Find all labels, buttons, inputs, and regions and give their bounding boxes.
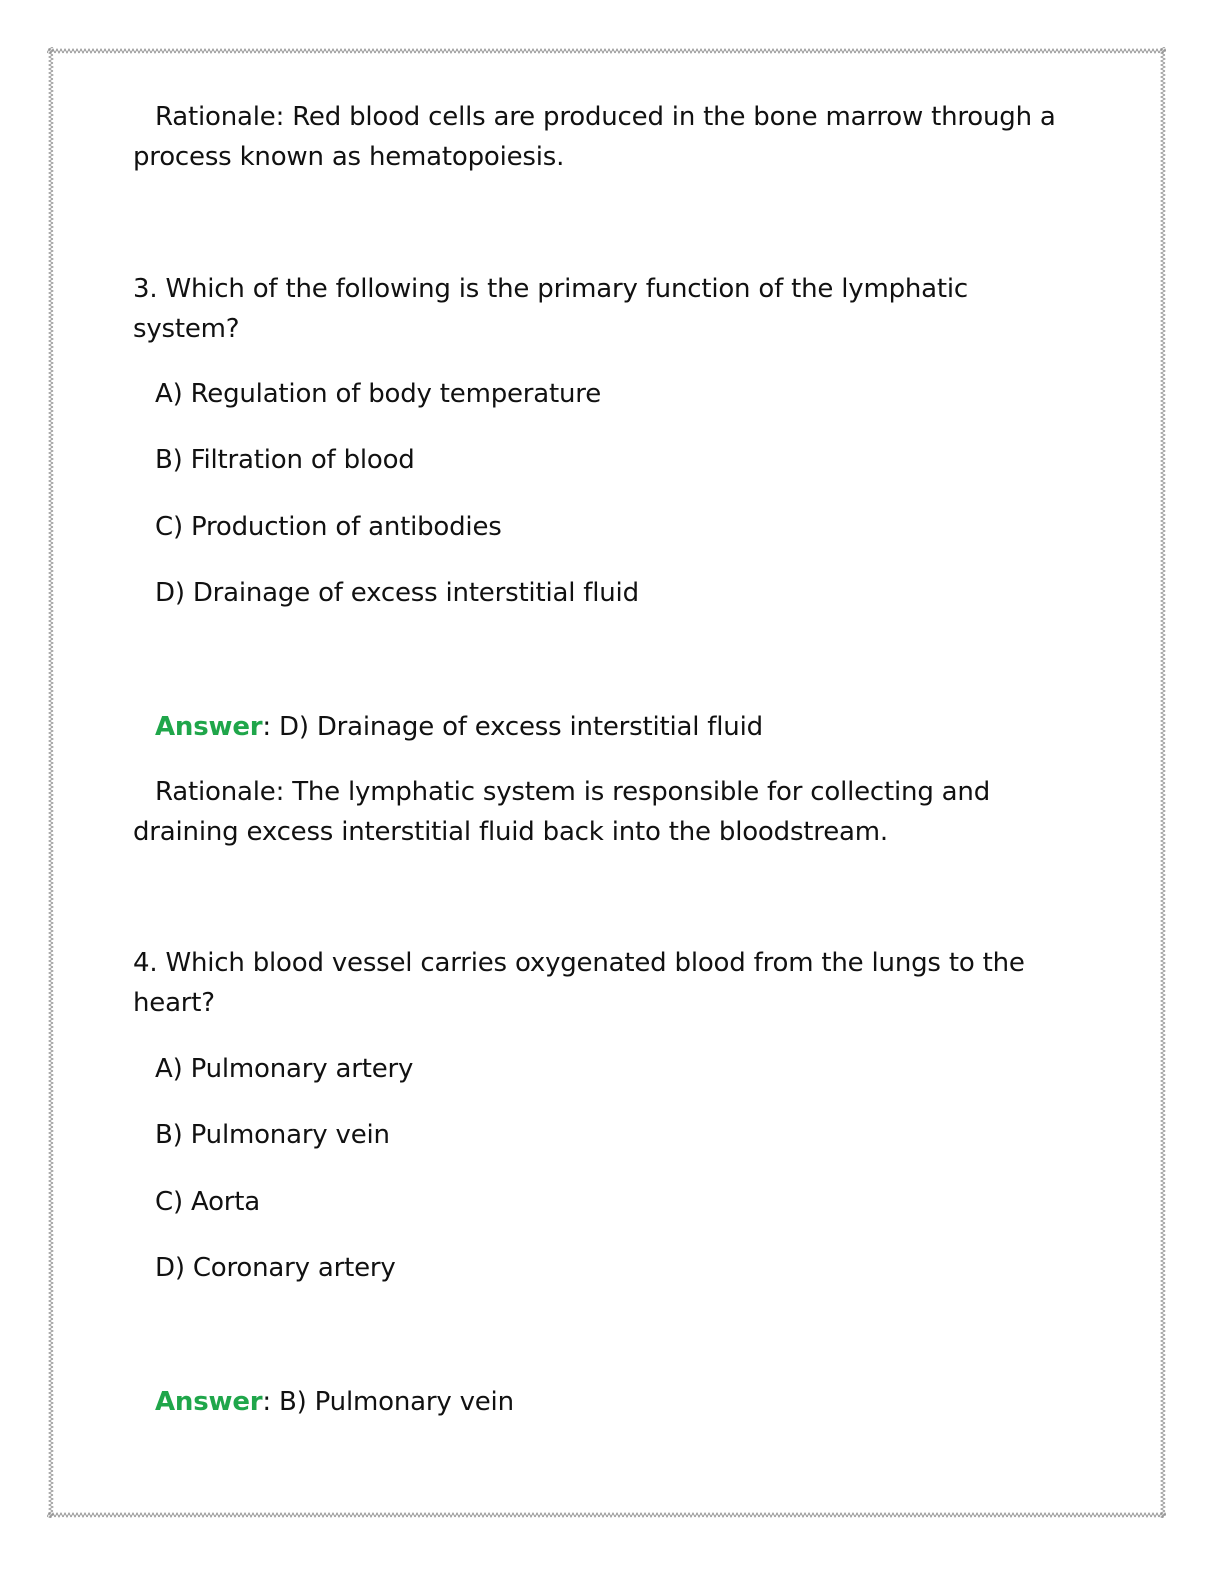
- question-4-option-c: C) Aorta: [155, 1187, 261, 1217]
- question-4-line-1: 4. Which blood vessel carries oxygenated blood from the lungs to the: [133, 948, 1025, 978]
- rationale-2-line-2: process known as hematopoiesis.: [133, 142, 565, 172]
- question-4-option-d: D) Coronary artery: [155, 1253, 396, 1283]
- question-3-line-2: system?: [133, 314, 240, 344]
- question-3-answer: [155, 707, 763, 747]
- question-3-rationale-line-2: draining excess interstitial fluid back into the bloodstream.: [133, 817, 888, 847]
- answer-label: Answer: [155, 1387, 263, 1417]
- answer-text: : B) Pulmonary vein: [262, 1387, 514, 1417]
- question-3-option-d: D) Drainage of excess interstitial fluid: [155, 578, 639, 608]
- question-3-line-1: 3. Which of the following is the primary function of the lymphatic: [133, 274, 969, 304]
- question-3-rationale-line-1: Rationale: The lymphatic system is responsible for collecting and: [155, 777, 990, 807]
- answer-label: Answer: [155, 712, 263, 742]
- question-3-option-b: B) Filtration of blood: [155, 445, 415, 475]
- question-4-line-2: heart?: [133, 988, 215, 1018]
- question-3-option-a: A) Regulation of body temperature: [155, 379, 602, 409]
- question-4-option-a: A) Pulmonary artery: [155, 1054, 414, 1084]
- answer-text: : D) Drainage of excess interstitial fluid: [262, 712, 763, 742]
- question-4-answer: [155, 1382, 514, 1422]
- question-4-option-b: B) Pulmonary vein: [155, 1120, 390, 1150]
- question-3-option-c: C) Production of antibodies: [155, 512, 502, 542]
- rationale-2-line-1: Rationale: Red blood cells are produced in the bone marrow through a: [155, 102, 1056, 132]
